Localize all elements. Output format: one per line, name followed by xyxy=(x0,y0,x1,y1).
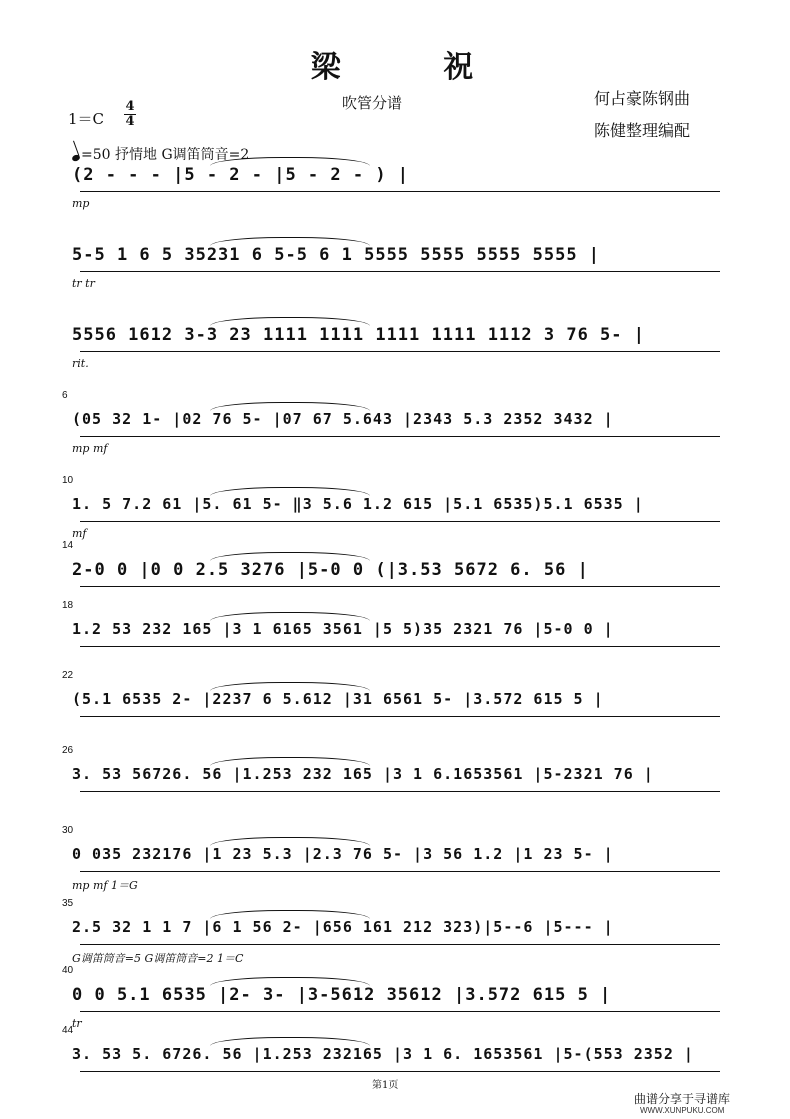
beam-line xyxy=(80,646,720,647)
score-row: 1.2 53 232 165 |3 1 6165 3561 |5 5)35 2321 76 |5-0 0 | xyxy=(72,620,614,638)
slur-mark xyxy=(210,977,370,986)
score-row: 3. 53 56726. 56 |1.253 232 165 |3 1 6.1653561 |5-2321 76 | xyxy=(72,765,654,783)
slur-mark xyxy=(210,910,370,919)
score-row: 5556 1612 3-3 23 1111 1111 1111 1111 1112 3 76 5- | xyxy=(72,325,645,345)
page-title: 梁 祝 xyxy=(310,50,520,85)
score-row: 0 0 5.1 6535 |2- 3- |3-5612 35612 |3.572 615 5 | xyxy=(72,985,612,1005)
site-url: WWW.XUNPUKU.COM xyxy=(640,1106,725,1115)
measure-number: 26 xyxy=(62,745,74,756)
score-row: 2-0 0 |0 0 2.5 3276 |5-0 0 (|3.53 5672 6. 56 | xyxy=(72,560,589,580)
meter-bottom: 4 xyxy=(125,114,135,129)
key-signature: 1＝C xyxy=(68,110,105,128)
slur-mark xyxy=(210,552,370,561)
measure-number: 14 xyxy=(62,540,74,551)
page-number: 第1页 xyxy=(372,1080,399,1091)
measure-number: 44 xyxy=(62,1025,74,1036)
meter-top: 4 xyxy=(125,99,135,114)
beam-line xyxy=(80,716,720,717)
score-row: (5.1 6535 2- |2237 6 5.612 |31 6561 5- |3.572 615 5 | xyxy=(72,690,604,708)
score-row: (2 - - - |5 - 2 - |5 - 2 - ) | xyxy=(72,165,410,185)
time-signature xyxy=(124,100,136,129)
slur-mark xyxy=(210,612,370,621)
dynamics-marks: mp xyxy=(72,197,90,210)
dynamics-marks: mp mf 1＝G xyxy=(72,879,138,892)
slur-mark xyxy=(210,682,370,691)
slur-mark xyxy=(210,402,370,411)
measure-number: 18 xyxy=(62,600,74,611)
score-row: 1. 5 7.2 61 |5. 61 5- ‖3 5.6 1.2 615 |5.1 6535)5.1 6535 | xyxy=(72,495,644,513)
measure-number: 10 xyxy=(62,475,74,486)
beam-line xyxy=(80,586,720,587)
slur-mark xyxy=(210,1037,370,1046)
slur-mark xyxy=(210,757,370,766)
beam-line xyxy=(80,871,720,872)
measure-number: 40 xyxy=(62,965,74,976)
score-row: 0 035 232176 |1 23 5.3 |2.3 76 5- |3 56 1.2 |1 23 5- | xyxy=(72,845,614,863)
beam-line xyxy=(80,521,720,522)
slur-mark xyxy=(210,157,370,166)
slur-mark xyxy=(210,837,370,846)
slur-mark xyxy=(210,237,370,246)
dynamics-marks: rit. xyxy=(72,357,89,370)
beam-line xyxy=(80,1071,720,1072)
slur-mark xyxy=(210,487,370,496)
dynamics-marks: G调笛筒音=5 G调笛筒音=2 1＝C xyxy=(72,952,244,965)
measure-number: 22 xyxy=(62,670,74,681)
beam-line xyxy=(80,436,720,437)
beam-line xyxy=(80,271,720,272)
dynamics-marks: mf xyxy=(72,527,87,540)
beam-line xyxy=(80,351,720,352)
measure-number: 30 xyxy=(62,825,74,836)
beam-line xyxy=(80,1011,720,1012)
dynamics-marks: tr xyxy=(72,1017,82,1030)
site-credit: 曲谱分享于寻谱库 xyxy=(634,1092,731,1106)
measure-number: 6 xyxy=(62,390,68,401)
dynamics-marks: mp mf xyxy=(72,442,108,455)
slur-mark xyxy=(210,317,370,326)
score-row: (05 32 1- |02 76 5- |07 67 5.643 |2343 5.3 2352 3432 | xyxy=(72,410,614,428)
composer: 何占豪陈钢曲 xyxy=(594,89,691,108)
score-row: 2.5 32 1 1 7 |6 1 56 2- |656 161 212 323)|5--6 |5--- | xyxy=(72,918,614,936)
measure-number: 35 xyxy=(62,898,74,909)
beam-line xyxy=(80,191,720,192)
beam-line xyxy=(80,791,720,792)
score-row: 3. 53 5. 6726. 56 |1.253 232165 |3 1 6. 1653561 |5-(553 2352 | xyxy=(72,1045,694,1063)
quarter-note-icon xyxy=(71,154,81,162)
score-row: 5-5 1 6 5 35231 6 5-5 6 1 5555 5555 5555 5555 | xyxy=(72,245,601,265)
subtitle: 吹管分谱 xyxy=(342,94,403,112)
dynamics-marks: tr tr xyxy=(72,277,95,290)
arranger: 陈健整理编配 xyxy=(594,121,691,140)
beam-line xyxy=(80,944,720,945)
tempo-text: =50 抒情地 G调笛筒音=2 xyxy=(81,147,250,163)
